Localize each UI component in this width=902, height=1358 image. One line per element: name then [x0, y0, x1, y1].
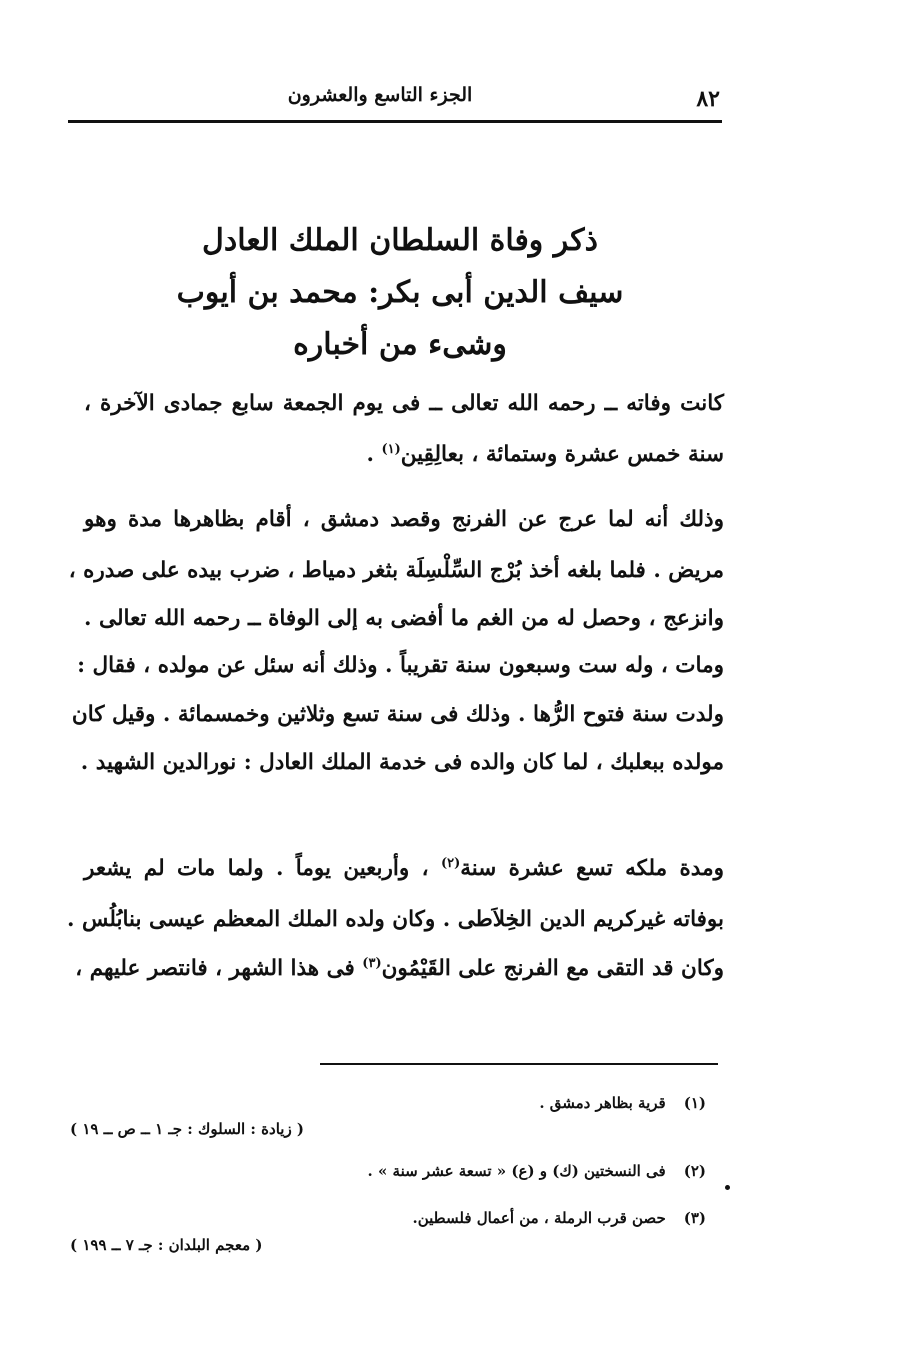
- paragraph-3-line-1-a: ومدة ملكه تسع عشرة سنة: [460, 856, 724, 882]
- footnote-rule: [320, 1063, 718, 1065]
- footnote-3: [413, 1209, 706, 1227]
- margin-dot: [725, 1185, 730, 1190]
- footnote-1-text: قرية بظاهر دمشق .: [539, 1094, 666, 1112]
- footnote-1-number: (١): [683, 1094, 706, 1112]
- footnote-1-source: ( زيادة : السلوك : جـ ١ ــ ص ــ ١٩ ): [70, 1120, 305, 1138]
- footnote-2: [368, 1162, 706, 1180]
- paragraph-1-line-2: [84, 442, 724, 467]
- paragraph-2-line-2: مريض . فلما بلغه أخذ بُرْج السِّلْسِلَة بثغر دمياط ، ضرب بيده على صدره ،: [68, 558, 724, 583]
- page-number: ٨٢: [696, 86, 720, 112]
- chapter-heading-line-1: ذكر وفاة السلطان الملك العادل: [202, 223, 598, 258]
- footnote-3-source: ( معجم البلدان : جـ ٧ ــ ١٩٩ ): [70, 1236, 263, 1254]
- paragraph-3-line-3: [75, 956, 724, 982]
- paragraph-3-line-3-a: وكان قد التقى مع الفرنج على القَيْمُون: [381, 956, 724, 982]
- paragraph-3-line-3-b: فى هذا الشهر ، فانتصر عليهم ،: [75, 956, 363, 982]
- paragraph-1-line-2-text: سنة خمس عشرة وستمائة ، بعالِقِين: [400, 442, 724, 468]
- footnote-3-text: حصن قرب الرملة ، من أعمال فلسطين.: [412, 1209, 666, 1227]
- running-header-title: الجزء التاسع والعشرون: [287, 84, 473, 106]
- paragraph-2-line-6: مولده ببعلبك ، لما كان والده فى خدمة الملك العادل : نورالدين الشهيد .: [80, 750, 724, 775]
- paragraph-2-line-3: وانزعج ، وحصل له من الغم ما أفضى به إلى الوفاة ــ رحمه الله تعالى .: [84, 606, 724, 631]
- footnote-2-number: (٢): [683, 1162, 706, 1180]
- footnote-ref-2: (٢): [440, 856, 461, 871]
- footnote-2-text: فى النسختين (ك) و (ع) « تسعة عشر سنة » .: [367, 1162, 666, 1180]
- paragraph-2-line-5: ولدت سنة فتوح الرُّها . وذلك فى سنة تسع وثلاثين وخمسمائة . وقيل كان: [71, 702, 724, 727]
- footnote-ref-1: (١): [381, 442, 401, 457]
- footnote-3-number: (٣): [683, 1209, 706, 1227]
- paragraph-1-line-2-end: .: [366, 442, 382, 468]
- paragraph-3-line-1: [84, 856, 724, 881]
- paragraph-3-line-2: بوفاته غيركريم الدين الخِلاَطى . وكان ولده الملك المعظم عيسى بنابُلُس .: [67, 907, 724, 932]
- footnote-1: [539, 1094, 706, 1112]
- header-rule: [68, 120, 722, 123]
- paragraph-2-line-1: وذلك أنه لما عرج عن الفرنج وقصد دمشق ، أقام بظاهرها مدة وهو: [84, 507, 724, 532]
- paragraph-2-line-4: ومات ، وله ست وسبعون سنة تقريباً . وذلك أنه سئل عن مولده ، فقال :: [77, 653, 724, 678]
- paragraph-1-line-1: كانت وفاته ــ رحمه الله تعالى ــ فى يوم الجمعة سابع جمادى الآخرة ،: [84, 391, 724, 416]
- chapter-heading-line-3: وشىء من أخباره: [293, 327, 507, 362]
- chapter-heading-line-2: سيف الدين أبى بكر: محمد بن أيوب: [176, 275, 624, 310]
- footnote-ref-3: (٣): [362, 956, 382, 971]
- paragraph-3-line-1-b: ، وأربعين يوماً . ولما مات لم يشعر: [84, 856, 441, 882]
